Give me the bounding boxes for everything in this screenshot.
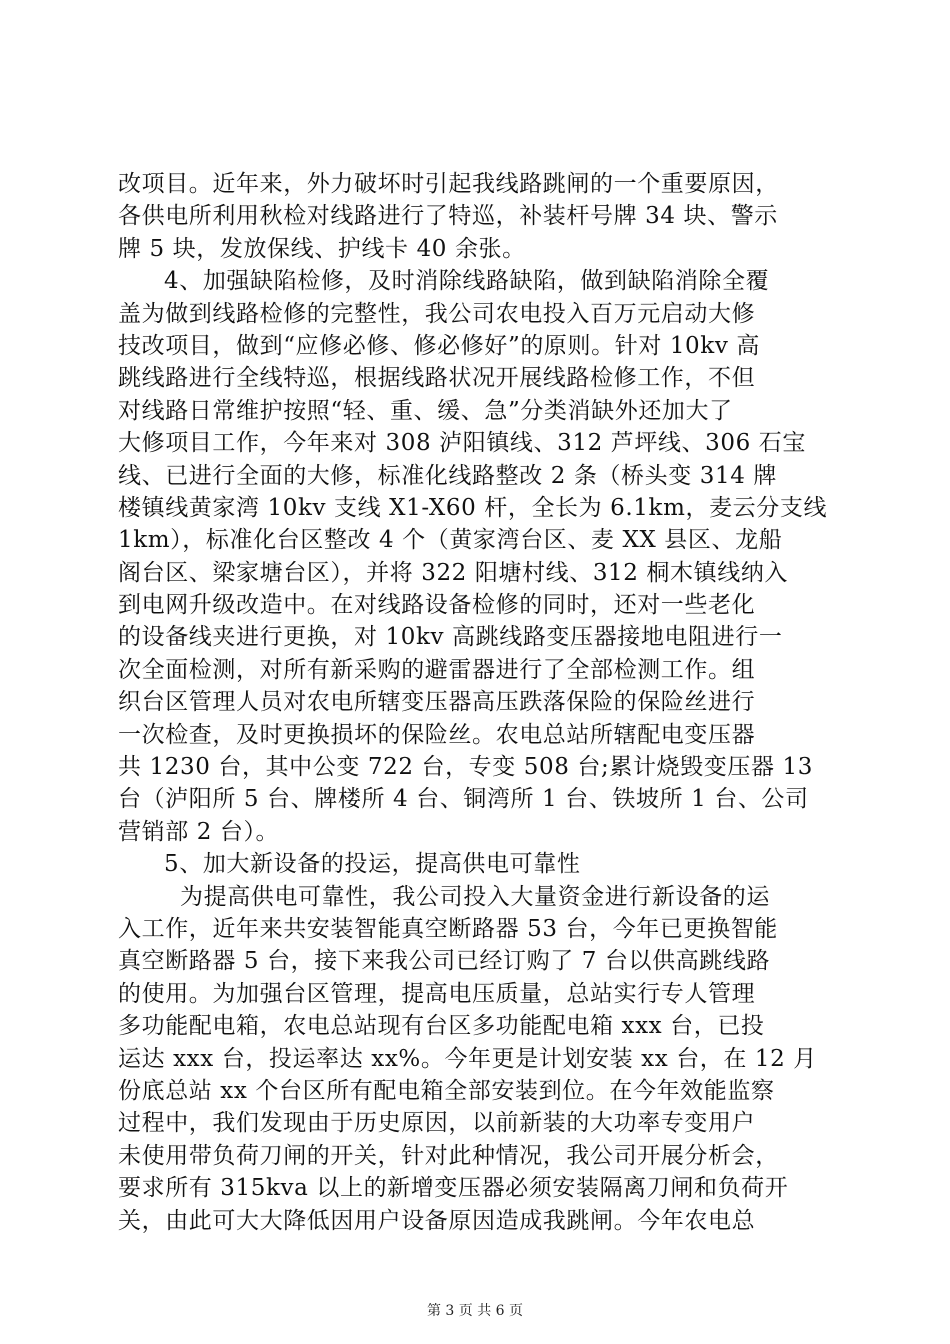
- text-line: 要求所有 315kva 以上的新增变压器必须安装隔离刀闸和负荷开: [118, 1175, 789, 1202]
- text-line: 共 1230 台，其中公变 722 台，专变 508 台;累计烧毁变压器 13: [118, 754, 813, 781]
- text-line: 真空断路器 5 台，接下来我公司已经订购了 7 台以供高跳线路: [118, 948, 771, 975]
- text-line: 到电网升级改造中。在对线路设备检修的同时，还对一些老化: [118, 592, 756, 619]
- text-line: 营销部 2 台）。: [118, 818, 280, 845]
- text-line: 盖为做到线路检修的完整性，我公司农电投入百万元启动大修: [118, 300, 756, 327]
- text-line: 阁台区、梁家塘台区），并将 322 阳塘村线、312 桐木镇线纳入: [118, 559, 789, 586]
- text-line: 楼镇线黄家湾 10kv 支线 X1-X60 杆，全长为 6.1km，麦云分支线: [118, 494, 828, 521]
- text-line: 未使用带负荷刀闸的开关，针对此种情况，我公司开展分析会，: [118, 1142, 779, 1169]
- page-footer: 第 3 页 共 6 页: [426, 1303, 524, 1319]
- text-line: 对线路日常维护按照“轻、重、缓、急”分类消缺外还加大了: [118, 397, 733, 424]
- text-line: 的使用。为加强台区管理，提高电压质量，总站实行专人管理: [118, 980, 756, 1007]
- text-line: 台（泸阳所 5 台、牌楼所 4 台、铜湾所 1 台、铁坡所 1 台、公司: [118, 786, 809, 813]
- text-line: 运达 xxx 台，投运率达 xx%。今年更是计划安装 xx 台，在 12 月: [118, 1045, 817, 1072]
- text-line: 多功能配电箱，农电总站现有台区多功能配电箱 xxx 台，已投: [118, 1013, 765, 1040]
- text-line: 牌 5 块，发放保线、护线卡 40 余张。: [118, 235, 526, 262]
- text-line: 1km），标准化台区整改 4 个（黄家湾台区、麦 XX 县区、龙船: [118, 527, 783, 554]
- text-line: 过程中，我们发现由于历史原因，以前新装的大功率专变用户: [118, 1110, 756, 1137]
- text-line: 改项目。近年来，外力破坏时引起我线路跳闸的一个重要原因，: [118, 171, 779, 197]
- body-text: [118, 168, 834, 1237]
- text-line: 次全面检测，对所有新采购的避雷器进行了全部检测工作。组: [118, 656, 756, 683]
- text-line: 入工作，近年来共安装智能真空断路器 53 台，今年已更换智能: [118, 915, 778, 942]
- text-line: 4、加强缺陷检修，及时消除线路缺陷，做到缺陷消除全覆: [164, 268, 770, 295]
- text-line: 各供电所利用秋检对线路进行了特巡，补装杆号牌 34 块、警示: [118, 203, 778, 230]
- text-line: 为提高供电可靠性，我公司投入大量资金进行新设备的运: [180, 883, 770, 910]
- text-line: 份底总站 xx 个台区所有配电箱全部安装到位。在今年效能监察: [118, 1077, 775, 1104]
- text-line: 织台区管理人员对农电所辖变压器高压跌落保险的保险丝进行: [118, 689, 756, 716]
- text-line: 线、已进行全面的大修，标准化线路整改 2 条（桥头变 314 牌: [118, 462, 777, 489]
- text-line: 关，由此可大大降低因用户设备原因造成我跳闸。今年农电总: [118, 1207, 756, 1234]
- text-line: 的设备线夹进行更换，对 10kv 高跳线路变压器接地电阻进行一: [118, 624, 783, 651]
- text-line: 大修项目工作，今年来对 308 泸阳镇线、312 芦坪线、306 石宝: [118, 430, 806, 457]
- text-line: 技改项目，做到“应修必修、修必修好”的原则。针对 10kv 高: [118, 332, 760, 359]
- text-line: 跳线路进行全线特巡，根据线路状况开展线路检修工作，不但: [118, 365, 756, 392]
- text-line: 一次检查，及时更换损坏的保险丝。农电总站所辖配电变压器: [118, 721, 756, 748]
- text-line: 5、加大新设备的投运，提高供电可靠性: [164, 851, 581, 878]
